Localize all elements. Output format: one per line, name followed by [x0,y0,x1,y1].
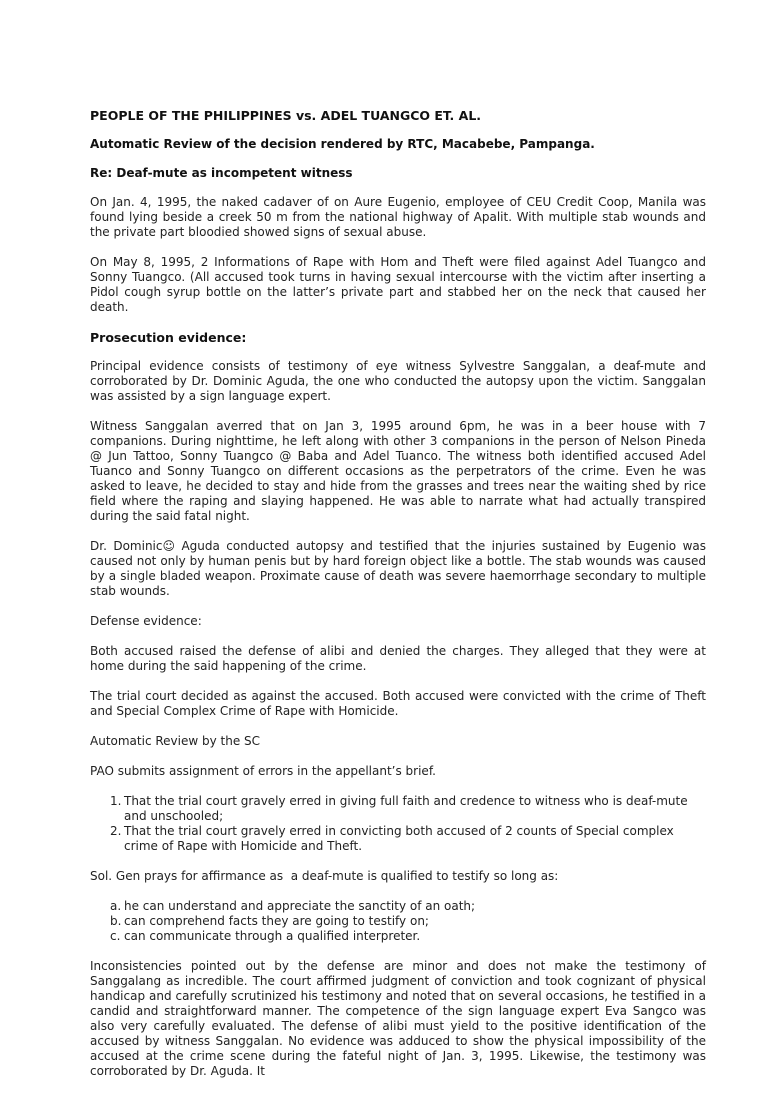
prosecution-heading: Prosecution evidence: [90,330,247,345]
list-item-text: can comprehend facts they are going to testify on; [124,914,429,928]
list-item-text: can communicate through a qualified interpreter. [124,929,421,943]
paragraph-informations: On May 8, 1995, 2 Informations of Rape with Hom and Theft were filed against Adel Tuangco and Sonny Tuangco. (All accused took turns in having sexual intercourse with the victim after inserting a Pidol cough syrup bottle on the latter’s private part and stabbed her on the neck that caused her death. [90,255,706,314]
paragraph-autopsy: Dr. Dominic☺ Aguda conducted autopsy and testified that the injuries sustained by Eugenio was caused not only by human penis but by hard foreign object like a bottle. The stab wounds was caused by a single bladed weapon. Proximate cause of death was severe haemorrhage secondary to multiple stab wounds. [90,539,706,598]
review-heading: Automatic Review by the SC [90,734,261,748]
document-body [90,108,706,1094]
list-item [90,929,706,944]
list-marker: 2. [110,824,122,838]
list-marker: 1. [110,794,122,808]
paragraph-trial-court: The trial court decided as against the accused. Both accused were convicted with the crime of Theft and Special Complex Crime of Rape with Homicide. [90,689,706,718]
list-marker: c. [110,929,121,943]
conditions-list [90,899,706,944]
re-heading: Re: Deaf-mute as incompetent witness [90,166,353,180]
paragraph-pao: PAO submits assignment of errors in the appellant’s brief. [90,764,436,778]
list-item [90,899,706,914]
paragraph-ruling: Inconsistencies pointed out by the defense are minor and does not make the testimony of Sanggalang as incredible. The court affirmed judgment of conviction and took cognizant of physical handicap and carefully scrutinized his testimony and noted that on several occasions, he testified in a candid and straightforward manner. The competence of the sign language expert Eva Sangco was also very carefully evaluated. The defense of alibi must yield to the positive identification of the accused by witness Sanggalan. No evidence was adduced to show the physical impossibility of the accused at the crime scene during the fateful night of Jan. 3, 1995. Likewise, the testimony was corroborated by Dr. Aguda. It [90,959,706,1078]
paragraph-sol-gen: Sol. Gen prays for affirmance as a deaf-mute is qualified to testify so long as: [90,869,559,883]
paragraph-witness-testimony: Witness Sanggalan averred that on Jan 3, 1995 around 6pm, he was in a beer house with 7 companions. During nighttime, he left along with other 3 companions in the person of Nelson Pineda @ Jun Tattoo, Sonny Tuangco @ Baba and Adel Tuanco. The witness both identified accused Adel Tuanco and Sonny Tuangco on different occasions as the perpetrators of the crime. Even he was asked to leave, he decided to stay and hide from the grasses and trees near the waiting shed by rice field where the raping and slaying happened. He was able to narrate what had actually transpired during the said fatal night. [90,419,706,523]
list-marker: b. [110,914,122,928]
paragraph-principal-evidence: Principal evidence consists of testimony of eye witness Sylvestre Sanggalan, a deaf-mute and corroborated by Dr. Dominic Aguda, the one who conducted the autopsy upon the victim. Sanggalan was assisted by a sign language expert. [90,359,706,403]
list-item [90,824,706,854]
list-item [90,914,706,929]
paragraph-alibi: Both accused raised the defense of alibi and denied the charges. They alleged that they were at home during the said happening of the crime. [90,644,706,673]
list-item-text: he can understand and appreciate the sanctity of an oath; [124,899,476,913]
errors-list [90,794,706,854]
paragraph-facts: On Jan. 4, 1995, the naked cadaver of on Aure Eugenio, employee of CEU Credit Coop, Manila was found lying beside a creek 50 m from the national highway of Apalit. With multiple stab wounds and the private part bloodied showed signs of sexual abuse. [90,195,706,239]
list-item-text: That the trial court gravely erred in convicting both accused of 2 counts of Special complex crime of Rape with Homicide and Theft. [124,824,674,853]
list-item [90,794,706,824]
list-item-text: That the trial court gravely erred in giving full faith and credence to witness who is deaf-mute and unschooled; [124,794,688,823]
defense-heading: Defense evidence: [90,614,202,628]
list-marker: a. [110,899,122,913]
case-title: PEOPLE OF THE PHILIPPINES vs. ADEL TUANGCO ET. AL. [90,108,482,123]
case-subtitle: Automatic Review of the decision rendered by RTC, Macabebe, Pampanga. [90,137,595,151]
